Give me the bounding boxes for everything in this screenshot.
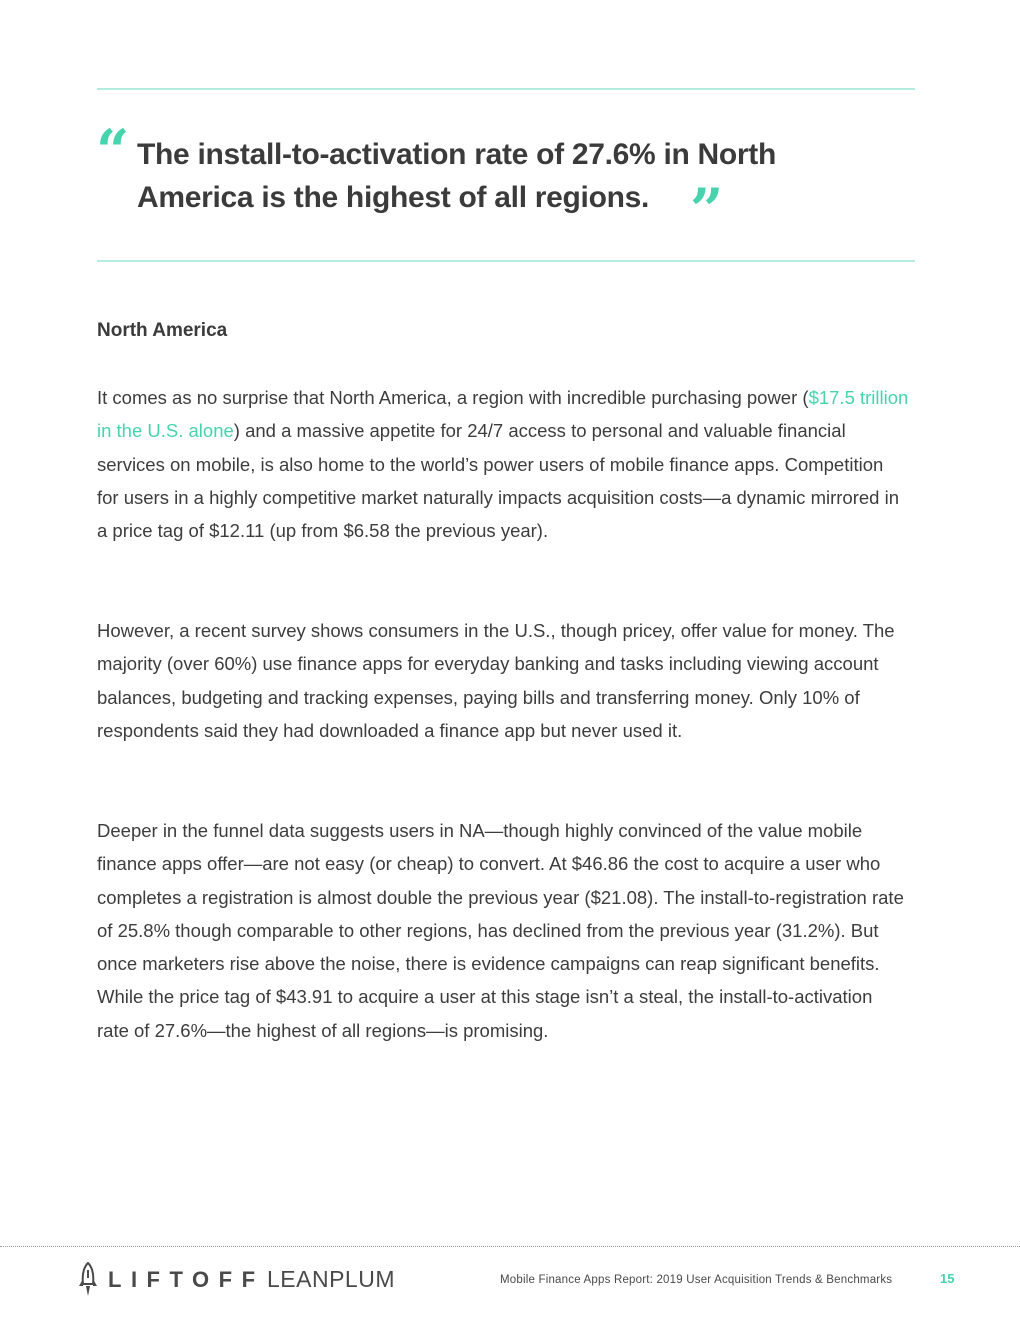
paragraph-1-lead: It comes as no surprise that North America, a region with incredible purchasing power (	[97, 387, 809, 408]
section-heading: North America	[97, 320, 228, 341]
liftoff-logo: LIFTOFF	[108, 1267, 265, 1292]
pull-quote: The install-to-activation rate of 27.6% in North America is the highest of all regions.	[137, 138, 777, 214]
close-quote-icon: ”	[690, 176, 724, 244]
paragraph-1-rest: ) and a massive appetite for 24/7 access to personal and valuable financial services on mobile, is also home to the world’s power users of mobile finance apps. Competition for users in a highly competitive market naturally impacts acquisition costs—a dynamic mirrored in a price tag of $12.11 (up from $6.58 the previous year).	[97, 420, 899, 542]
page-number: 15	[940, 1271, 955, 1286]
quote-bottom-rule	[97, 260, 915, 262]
leanplum-logo: LEANPLUM	[267, 1266, 395, 1292]
paragraph-2: However, a recent survey shows consumers in the U.S., though pricey, offer value for money. The majority (over 60%) use finance apps for everyday banking and tasks including viewing account balances, budgeting and tracking expenses, paying bills and transferring money. Only 10% of respondents said they had downloaded a finance app but never used it.	[97, 620, 895, 741]
paragraph-3: Deeper in the funnel data suggests users in NA—though highly convinced of the value mobile finance apps offer—are not easy (or cheap) to convert. At $46.86 the cost to acquire a user who completes a registration is almost double the previous year ($21.08). The install-to-registration rate of 25.8% though comparable to other regions, has declined from the previous year (31.2%). But once marketers rise above the noise, there is evidence campaigns can reap significant benefits. While the price tag of $43.91 to acquire a user at this stage isn’t a steal, the install-to-activation rate of 27.6%—the highest of all regions—is promising.	[97, 820, 904, 1041]
quote-top-rule	[97, 88, 915, 90]
rocket-icon	[76, 1262, 100, 1300]
paragraph-1	[97, 381, 909, 547]
us-purchasing-power-link[interactable]: $17.5 trillion in the U.S. alone	[97, 387, 909, 442]
open-quote-icon: “	[96, 117, 130, 185]
report-title: Mobile Finance Apps Report: 2019 User Acquisition Trends & Benchmarks	[500, 1274, 893, 1286]
footer-divider	[0, 1246, 1020, 1247]
